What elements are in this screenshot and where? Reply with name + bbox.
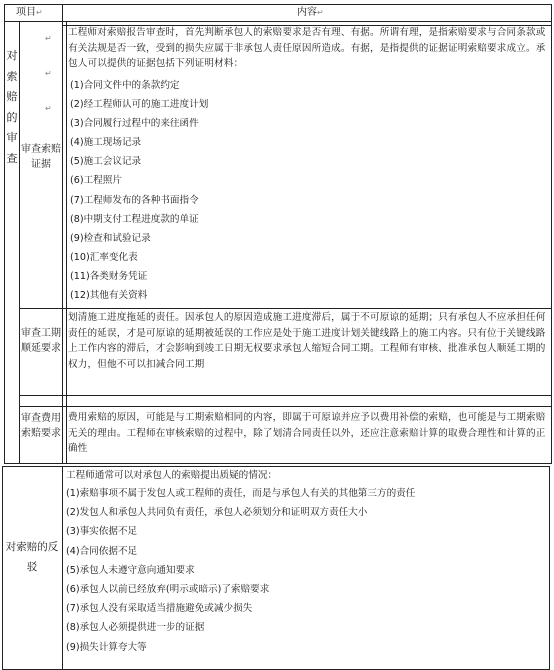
row-divider-3 xyxy=(19,406,552,407)
cell-mark: ↵ xyxy=(45,104,52,113)
table1-bottom-border xyxy=(4,463,552,464)
evidence-item: (10)汇率变化表 xyxy=(70,251,138,263)
rebuttal-intro: 工程师通常可以对承包人的索赔提出质疑的情况： xyxy=(66,470,278,481)
cell-mark: ↵ xyxy=(45,69,52,78)
table1-right-border xyxy=(551,4,552,463)
evidence-item: (7)工程师发布的各种书面指令 xyxy=(70,194,199,206)
label-claim-evidence: 审查索赔证据 xyxy=(21,144,61,170)
label-time-extension: 审查工期顺延要求 xyxy=(21,328,61,354)
evidence-item: (11)各类财务凭证 xyxy=(70,270,148,282)
claim-evidence-intro: 工程师对索赔报告审查时，首先判断承包人的索赔要求是否有理、有据。所谓有理，是指索赔要求与合同条款或有关法规是否一致，受到的损失应属于非承包人责任原因所造成。有据，是指提供的证据证明索赔要求成立。承包人可以提供的证据包括下列证明材料： xyxy=(68,27,546,70)
label-cost-claim: 审查费用索赔要求 xyxy=(21,413,61,439)
table1-top-border xyxy=(4,4,552,5)
table2-right-border xyxy=(549,466,550,669)
rebuttal-list xyxy=(66,484,415,657)
header-item: 项目↵ xyxy=(16,7,43,18)
rebuttal-item: (2)发包人和承包人共同负有责任，承包人必须划分和证明双方责任大小 xyxy=(66,507,368,519)
rebuttal-item: (5)承包人未遵守意向通知要求 xyxy=(66,564,195,576)
header-content: 内容↵ xyxy=(297,7,324,18)
rebuttal-item: (1)索赔事项不属于发包人或工程师的责任，而是与承包人有关的其他第三方的责任 xyxy=(66,488,416,499)
evidence-item: (9)检查和试验记录 xyxy=(70,232,151,244)
evidence-item: (8)中期支付工程进度款的单证 xyxy=(70,213,199,225)
evidence-item: (3)合同履行过程中的来往函件 xyxy=(70,118,199,130)
rebuttal-item: (7)承包人没有采取适当措施避免或减少损失 xyxy=(66,603,253,615)
label-rebuttal: 对索赔的反驳 xyxy=(5,541,59,573)
evidence-list xyxy=(70,76,208,305)
row-divider-1 xyxy=(19,308,552,309)
cost-claim-text: 费用索赔的原因，可能是与工期索赔相同的内容，即属于可原谅并应予以费用补偿的索赔，也可能是与工期索赔无关的理由。工程师在审核索赔的过程中，除了划清合同责任以外，还应注意索赔计算的取费合理性和计算的正确性 xyxy=(68,412,546,455)
evidence-item: (12)其他有关资料 xyxy=(70,290,148,302)
side-col-border xyxy=(19,21,20,463)
evidence-item: (1)合同文件中的条款约定 xyxy=(70,80,180,91)
rebuttal-item: (4)合同依据不足 xyxy=(66,545,138,557)
evidence-item: (4)施工现场记录 xyxy=(70,137,142,149)
evidence-item: (2)经工程师认可的施工进度计划 xyxy=(70,99,209,111)
rebuttal-item: (3)事实依据不足 xyxy=(66,526,138,538)
evidence-item: (5)施工会议记录 xyxy=(70,156,142,168)
table2-left-border xyxy=(2,466,3,669)
cell-mark: ↵ xyxy=(45,34,52,43)
content-col-border xyxy=(66,21,67,463)
evidence-item: (6)工程照片 xyxy=(70,175,122,187)
table2-top-border xyxy=(2,466,550,467)
time-extension-text: 划清施工进度拖延的责任。因承包人的原因造成施工进度滞后，属于不可原谅的延期；只有承包人不应承担任何责任的延误，才是可原谅的延期被延误的工作应是处于施工进度计划关键线路上的施工内容。只有位于关键线路上工作内容的滞后，才会影响到竣工日期无权要求承包人缩短合同工期。工程师有审核、批准承包人顺延工期的权力，但他不可以扣减合同工期 xyxy=(68,312,546,371)
rebuttal-item: (8)承包人必须提供进一步的证据 xyxy=(66,622,205,634)
header-bottom-border xyxy=(4,21,552,22)
table2-label-border xyxy=(62,466,63,669)
label-col-border xyxy=(62,4,63,463)
rebuttal-item: (9)损失计算夸大等 xyxy=(66,641,147,653)
row-divider-2 xyxy=(19,395,552,396)
section-title-claim-review: 对 索 赔 的 审 查 xyxy=(6,49,18,165)
rebuttal-item: (6)承包人以前已经放弃(明示或暗示)了索赔要求 xyxy=(66,583,270,595)
